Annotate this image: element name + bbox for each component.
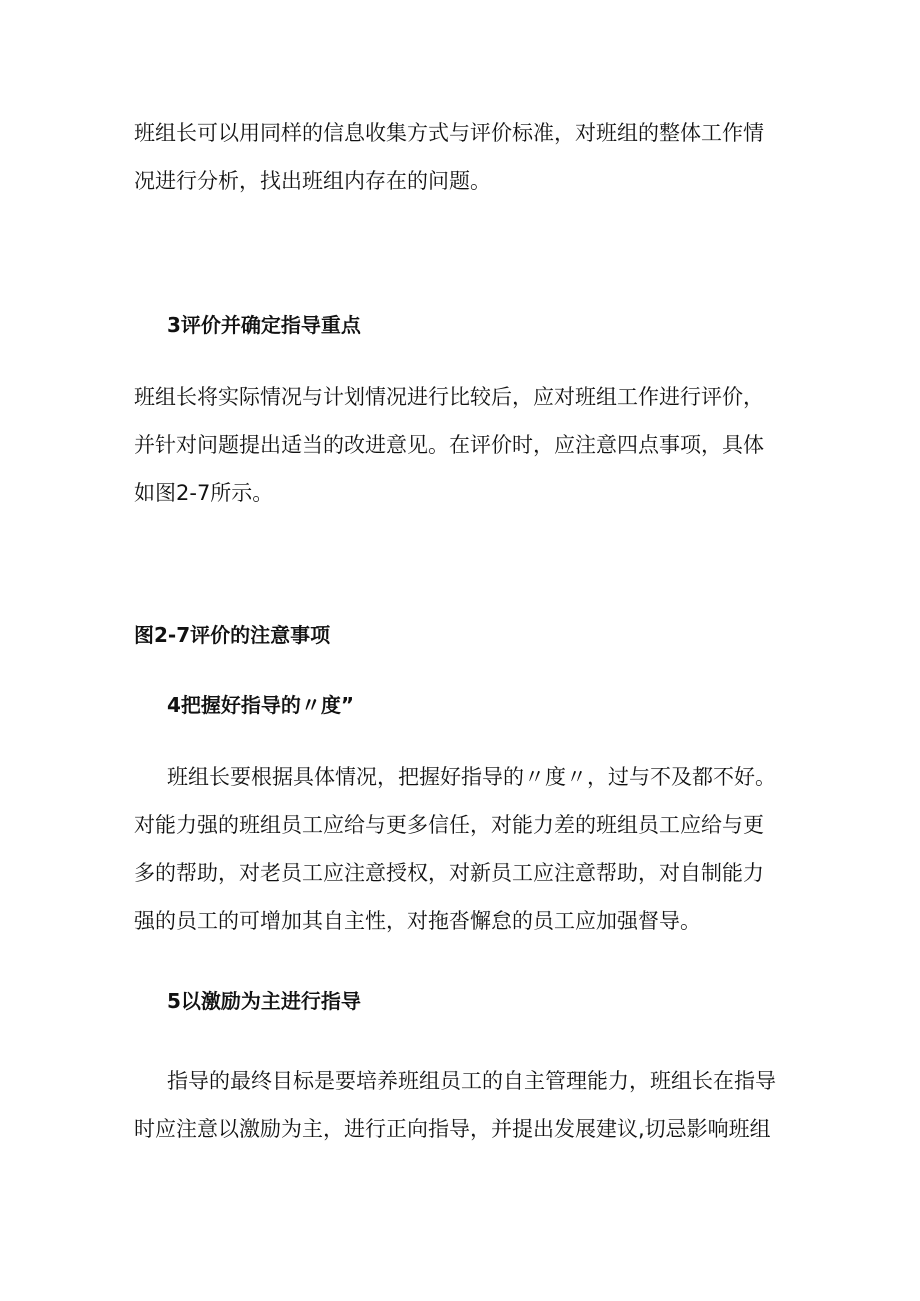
paragraph-4-line-1: 指导的最终目标是要培养班组员工的自主管理能力，班组长在指导 (167, 1069, 776, 1093)
section-heading-3: 3评价并确定指导重点 (167, 313, 361, 337)
paragraph-2-line-1: 班组长将实际情况与计划情况进行比较后，应对班组工作进行评价， (134, 385, 764, 409)
paragraph-2-line-3: 如图2-7所示。 (134, 481, 274, 505)
paragraph-1-line-2: 况进行分析，找出班组内存在的问题。 (134, 169, 491, 193)
section-heading-5: 5以激励为主进行指导 (167, 989, 361, 1013)
paragraph-3-line-4: 强的员工的可增加其自主性，对拖沓懈怠的员工应加强督导。 (134, 909, 701, 933)
figure-caption: 图2-7评价的注意事项 (134, 623, 331, 647)
paragraph-3-line-3: 多的帮助，对老员工应注意授权，对新员工应注意帮助，对自制能力 (134, 861, 764, 885)
paragraph-2-line-2: 并针对问题提出适当的改进意见。在评价时，应注意四点事项，具体 (134, 433, 764, 457)
paragraph-1-line-1: 班组长可以用同样的信息收集方式与评价标准，对班组的整体工作情 (134, 121, 764, 145)
paragraph-3-line-2: 对能力强的班组员工应给与更多信任，对能力差的班组员工应给与更 (134, 813, 764, 837)
paragraph-3-line-1: 班组长要根据具体情况，把握好指导的〃度〃，过与不及都不好。 (167, 765, 776, 789)
paragraph-4-line-2: 时应注意以激励为主，进行正向指导，并提出发展建议,切忌影响班组 (134, 1117, 771, 1141)
section-heading-4: 4把握好指导的〃度” (167, 693, 355, 717)
